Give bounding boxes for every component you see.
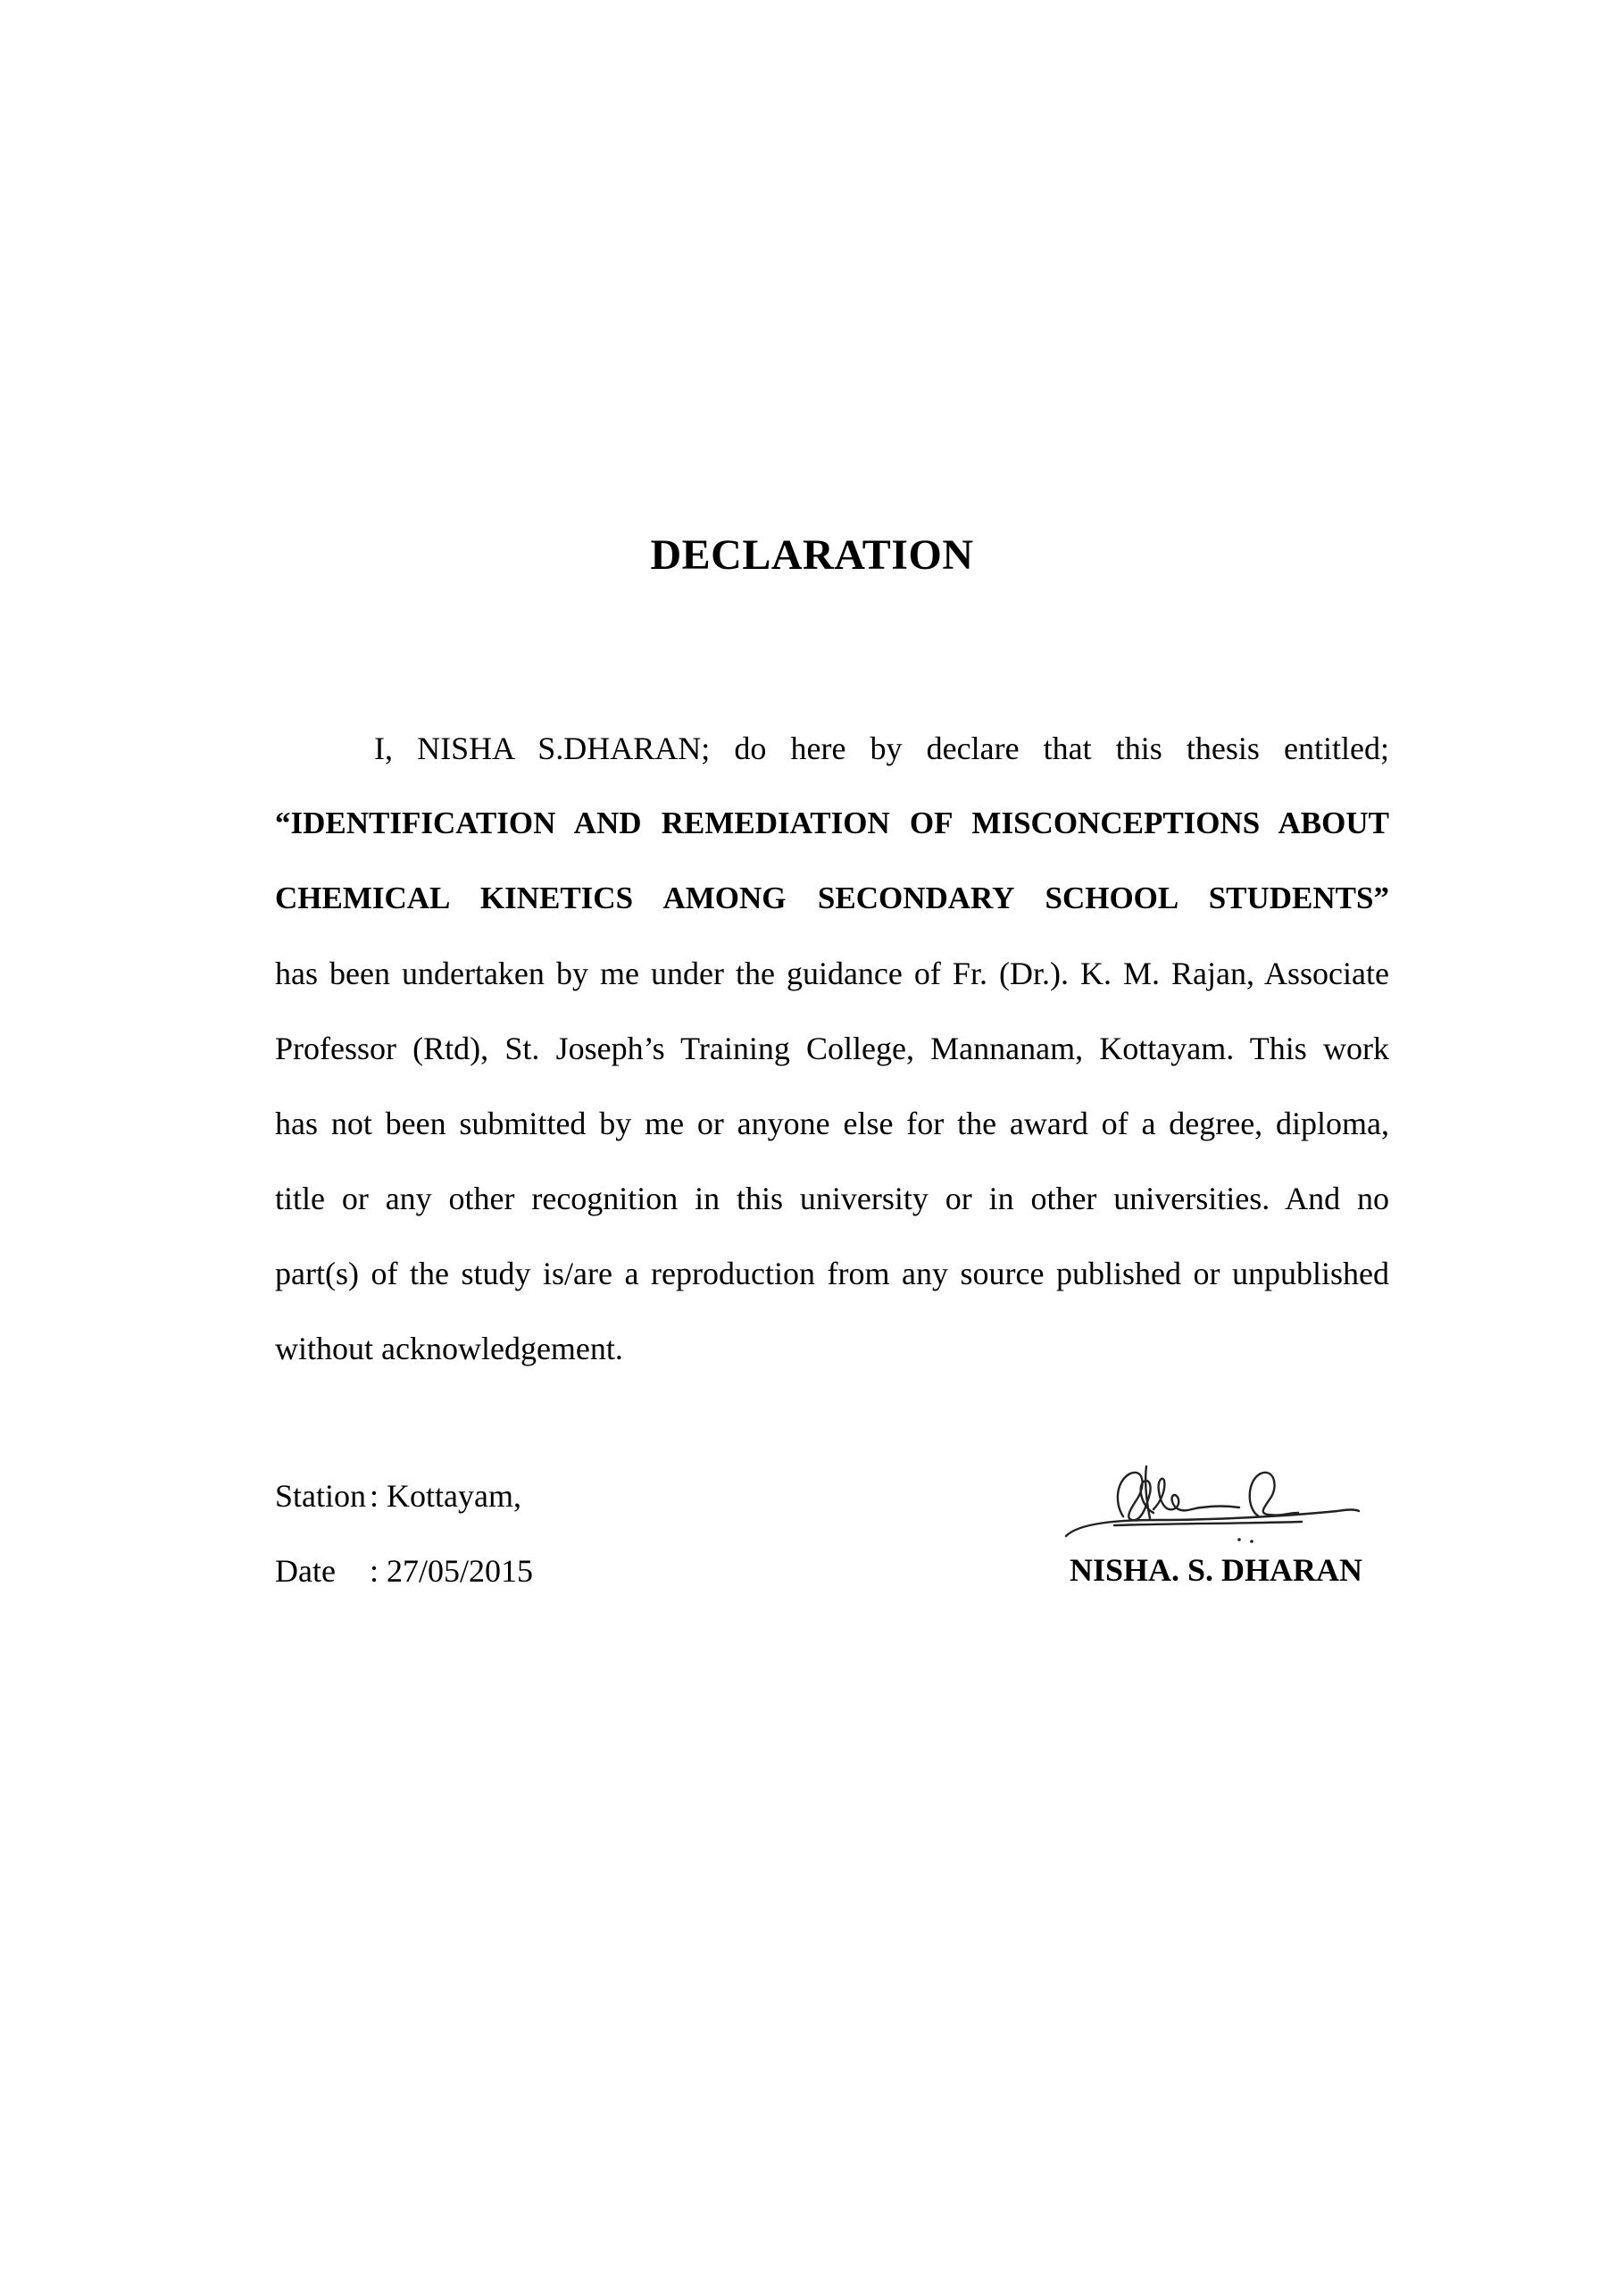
date-value: : 27/05/2015: [370, 1553, 534, 1589]
thesis-title-line: CHEMICAL KINETICS AMONG SECONDARY SCHOOL STUDENTS”: [275, 881, 1389, 915]
paragraph-line: Professor (Rtd), St. Joseph’s Training College, Mannanam, Kottayam. This work: [275, 1031, 1389, 1066]
paragraph-line: I, NISHA S.DHARAN; do here by declare that this thesis entitled;: [374, 731, 1389, 766]
paragraph-line: has been undertaken by me under the guidance of Fr. (Dr.). K. M. Rajan, Associate: [275, 956, 1389, 991]
station-label: Station: [275, 1478, 367, 1514]
declaration-paragraph: [275, 711, 1389, 1386]
station-value: : Kottayam,: [370, 1478, 521, 1514]
paragraph-line: part(s) of the study is/are a reproduction from any source published or unpublished: [275, 1256, 1389, 1291]
signature-icon: [1061, 1454, 1364, 1552]
station-field: [275, 1480, 521, 1512]
paragraph-line: without acknowledgement.: [275, 1331, 623, 1366]
date-field: [275, 1555, 533, 1587]
signer-name: NISHA. S. DHARAN: [1070, 1552, 1363, 1588]
paragraph-line: has not been submitted by me or anyone else for the award of a degree, diploma,: [275, 1106, 1389, 1141]
thesis-title-line: “IDENTIFICATION AND REMEDIATION OF MISCONCEPTIONS ABOUT: [275, 806, 1389, 840]
paragraph-line: title or any other recognition in this university or in other universities. And no: [275, 1181, 1389, 1216]
page-title: DECLARATION: [650, 531, 974, 579]
date-label: Date: [275, 1553, 336, 1589]
